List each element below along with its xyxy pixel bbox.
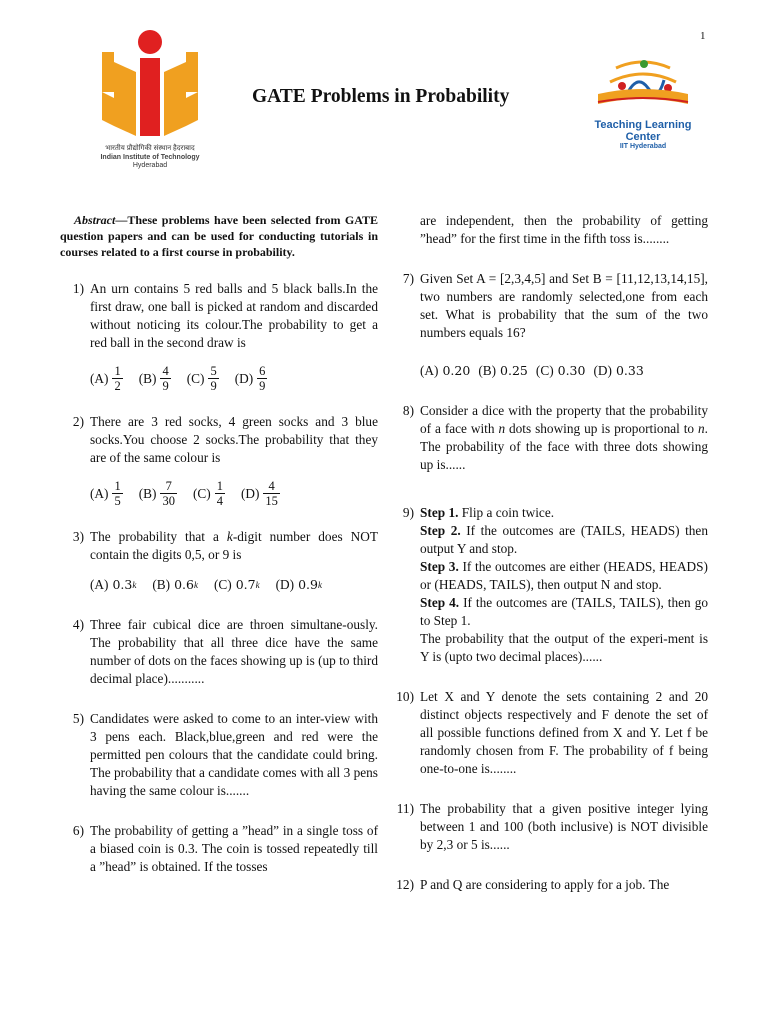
question-number: 7) [402, 271, 414, 286]
question-text: An urn contains 5 red balls and 5 black balls.In the first draw, one ball is picked at random and discarded without noticing its colour.The probability to get a red ball in the second draw is [90, 281, 378, 350]
question-step-3: Step 3. If the outcomes are either (HEADS, HEADS) or (HEADS, TAILS), then output N and stop. [420, 559, 708, 592]
option-c: (C) 0.7 k [213, 577, 260, 592]
question-number: 6) [72, 823, 84, 838]
question-number: 8) [402, 403, 414, 418]
option-b: (B) 0.25 [478, 363, 528, 378]
question-text: Given Set A = [2,3,4,5] and Set B = [11,12,13,14,15], two numbers are randomly selected,one from each set. What is probability that the sum of the two numbers equals 16? [420, 271, 708, 340]
answer-options [90, 364, 378, 393]
question-step-2: Step 2. If the outcomes are (TAILS, HEADS) then output Y and stop. [420, 523, 708, 556]
option-d: (D) 0.9 k [275, 577, 322, 592]
paper-title: GATE Problems in Probability [252, 86, 510, 107]
question-6 [60, 822, 378, 876]
iith-logo [100, 28, 200, 171]
question-4 [60, 616, 378, 688]
iith-city: Hyderabad [132, 162, 168, 169]
question-number: 1) [72, 281, 84, 296]
tlc-name: Teaching Learning Center [594, 119, 692, 143]
question-text: Candidates were asked to come to an inter-view with 3 pens each. Black,blue,green and red were the permitted pen colours that the candidate could bring. The probability that a candidate comes with all 3 pens having the same colour is....... [90, 711, 378, 798]
question-text: P and Q are considering to apply for a job. The [420, 877, 670, 892]
question-number: 12) [396, 877, 414, 892]
question-number: 10) [396, 689, 414, 704]
question-text: The probability that a k-digit number does NOT contain the digits 0,5, or 9 is [90, 529, 378, 562]
option-c: (C) $\frac{5}{9}$ [186, 364, 217, 393]
option-a: (A) $\frac{1}{5}$ [90, 479, 121, 508]
right-column [390, 212, 708, 894]
question-1 [60, 280, 378, 393]
question-text: There are 3 red socks, 4 green socks and 3 blue socks.You choose 2 socks.The probability that they are of the same colour is [90, 414, 378, 465]
option-a: (A) 0.3 k [90, 577, 137, 592]
question-number: 11) [396, 801, 414, 816]
iith-english-name: Indian Institute of Technology [100, 153, 200, 161]
question-number: 4) [72, 617, 84, 632]
option-a: (A) 0.20 [420, 363, 471, 378]
answer-options [90, 576, 378, 594]
question-12 [390, 876, 708, 894]
option-b: (B) 0.6 k [152, 577, 198, 592]
question-number: 9) [402, 505, 414, 520]
question-text: Consider a dice with the property that the probability of a face with n dots showing up is proportional to n. The probability of the face with three dots showing up is...... [420, 403, 708, 472]
question-number: 5) [72, 711, 84, 726]
iith-hindi-name: भारतीय प्रौद्योगिकी संस्थान हैदराबाद [105, 145, 195, 152]
question-text: The probability of getting a ”head” in a single toss of a biased coin is 0.3. The coin is tossed repeatedly till a ”head” is obtained. If the tosses [90, 823, 378, 874]
question-step-4: Step 4. If the outcomes are (TAILS, TAILS), then go to Step 1. [420, 595, 708, 628]
page-number: 1 [700, 30, 706, 42]
option-d: (D) 0.33 [593, 363, 644, 378]
option-b: (B) $\frac{7}{30}$ [138, 479, 175, 508]
question-5 [60, 710, 378, 800]
question-final: The probability that the output of the experi-ment is Y is (upto two decimal places)...... [420, 631, 708, 664]
question-7 [390, 270, 708, 380]
abstract-label: Abstract [74, 213, 116, 227]
option-c: (C) $\frac{1}{4}$ [192, 479, 223, 508]
option-a: (A) $\frac{1}{2}$ [90, 364, 121, 393]
question-11 [390, 800, 708, 854]
question-8 [390, 402, 708, 474]
abstract-text: —These problems have been selected from GATE question papers and can be used for conducting tutorials in courses related to a first course in probability. [60, 213, 378, 259]
option-c: (C) 0.30 [535, 363, 586, 378]
answer-options [420, 362, 708, 380]
question-6-continued [390, 212, 708, 248]
question-text: Let X and Y denote the sets containing 2 and 20 distinct objects respectively and F denote the set of all possible functions defined from X and Y. Let f be randomly chosen from F. The probability of f being one-to-one is........ [420, 689, 708, 776]
question-step-1: Step 1. Flip a coin twice. [420, 505, 555, 520]
question-text: The probability that a given positive integer lying between 1 and 100 (both inclusive) is NOT divisible by 2,3 or 5 is...... [420, 801, 708, 852]
left-column [60, 212, 378, 876]
question-text: are independent, then the probability of getting ”head” for the first time in the fifth toss is........ [420, 213, 708, 246]
tlc-emblem-icon [588, 58, 698, 114]
abstract [60, 212, 378, 260]
question-number: 2) [72, 414, 84, 429]
tlc-institute: IIT Hyderabad [619, 143, 667, 150]
answer-options [90, 479, 378, 508]
option-b: (B) $\frac{4}{9}$ [138, 364, 169, 393]
question-text: Three fair cubical dice are throen simultane-ously. The probability that all three dice have the same number of dots on the faces showing up is (up to third decimal place)........... [90, 617, 378, 686]
question-3 [60, 528, 378, 594]
question-9 [390, 504, 708, 666]
option-d: (D) $\frac{4}{15}$ [240, 479, 278, 508]
question-10 [390, 688, 708, 778]
iith-emblem-icon [100, 28, 200, 138]
tlc-logo [588, 58, 698, 150]
option-d: (D) $\frac{6}{9}$ [234, 364, 266, 393]
question-number: 3) [72, 529, 84, 544]
question-2 [60, 413, 378, 508]
